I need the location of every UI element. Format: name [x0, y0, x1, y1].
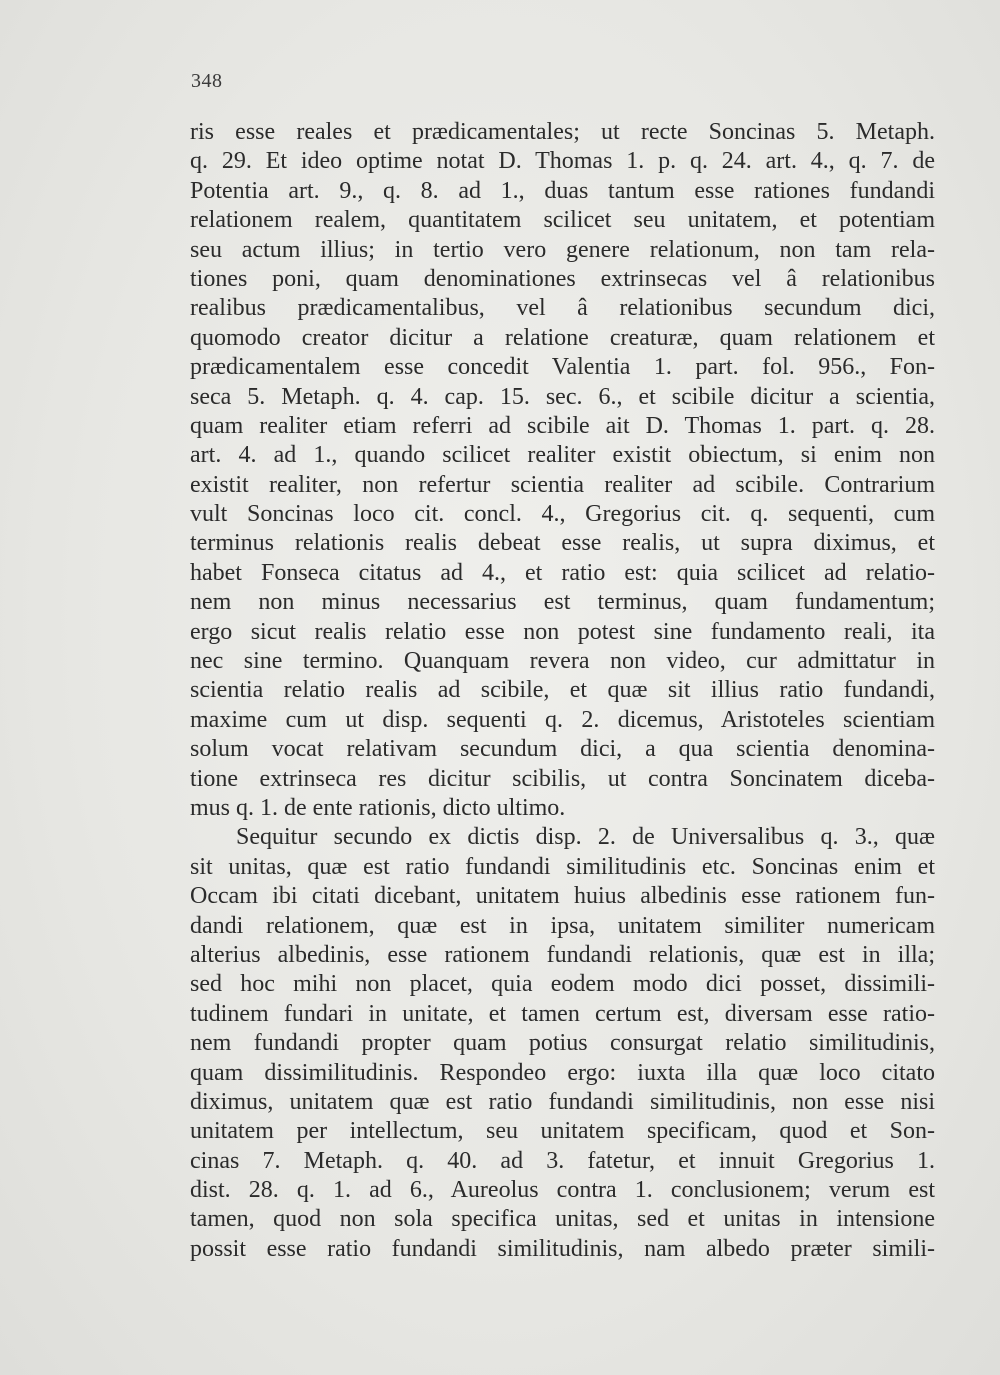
text-line: terminus relationis realis debeat esse realis, ut supra diximus, et — [190, 530, 935, 557]
text-line: art. 4. ad 1., quando scilicet realiter existit obiectum, si enim non — [190, 442, 935, 469]
text-line: quam realiter etiam referri ad scibile ait D. Thomas 1. part. q. 28. — [190, 412, 935, 439]
text-line: habet Fonseca citatus ad 4., et ratio est: quia scilicet ad relatio- — [190, 559, 935, 586]
text-line: sed hoc mihi non placet, quia eodem modo dici posset, dissimili- — [190, 971, 935, 998]
text-line: q. 29. Et ideo optime notat D. Thomas 1. p. q. 24. art. 4., q. 7. de — [190, 148, 935, 175]
text-line: cinas 7. Metaph. q. 40. ad 3. fatetur, et innuit Gregorius 1. — [190, 1147, 935, 1174]
text-line: seu actum illius; in tertio vero genere relationum, non tam rela- — [190, 236, 935, 263]
text-line: sit unitas, quæ est ratio fundandi similitudinis etc. Soncinas enim et — [190, 853, 935, 880]
text-line: realibus prædicamentalibus, vel â relationibus secundum dici, — [190, 295, 935, 322]
text-line: quomodo creator dicitur a relatione creaturæ, quam relationem et — [190, 324, 935, 351]
text-line: nec sine termino. Quanquam revera non video, cur admittatur in — [190, 648, 935, 675]
text-line: alterius albedinis, esse rationem fundandi relationis, quæ est in illa; — [190, 941, 935, 968]
text-line: nem fundandi propter quam potius consurgat relatio similitudinis, — [190, 1030, 935, 1057]
text-line: ergo sicut realis relatio esse non potest sine fundamento reali, ita — [190, 618, 935, 645]
text-line: quam dissimilitudinis. Respondeo ergo: iuxta illa quæ loco citato — [190, 1059, 935, 1086]
text-line: unitatem per intellectum, seu unitatem specificam, quod et Son- — [190, 1118, 935, 1145]
text-line: tamen, quod non sola specifica unitas, sed et unitas in intensione — [190, 1206, 935, 1233]
text-line: dist. 28. q. 1. ad 6., Aureolus contra 1. conclusionem; verum est — [190, 1177, 935, 1204]
text-line: tione extrinseca res dicitur scibilis, ut contra Soncinatem diceba- — [190, 765, 935, 792]
text-line: Occam ibi citati dicebant, unitatem huius albedinis esse rationem fun- — [190, 883, 935, 910]
text-line: prædicamentalem esse concedit Valentia 1. part. fol. 956., Fon- — [190, 354, 935, 381]
page-number: 348 — [191, 70, 223, 92]
text-line: nem non minus necessarius est terminus, quam fundamentum; — [190, 589, 935, 616]
body-text — [190, 118, 935, 1264]
text-line: Potentia art. 9., q. 8. ad 1., duas tantum esse rationes fundandi — [190, 177, 935, 204]
text-line: dandi relationem, quæ est in ipsa, unitatem similiter numericam — [190, 912, 935, 939]
text-line: existit realiter, non refertur scientia realiter ad scibile. Contrarium — [190, 471, 935, 498]
text-line: possit esse ratio fundandi similitudinis, nam albedo præter simili- — [190, 1235, 935, 1262]
text-line: seca 5. Metaph. q. 4. cap. 15. sec. 6., et scibile dicitur a scientia, — [190, 383, 935, 410]
text-line: diximus, unitatem quæ est ratio fundandi similitudinis, non esse nisi — [190, 1088, 935, 1115]
text-line: maxime cum ut disp. sequenti q. 2. dicemus, Aristoteles scientiam — [190, 706, 935, 733]
text-line: ris esse reales et prædicamentales; ut recte Soncinas 5. Metaph. — [190, 119, 935, 145]
text-line: vult Soncinas loco cit. concl. 4., Gregorius cit. q. sequenti, cum — [190, 501, 935, 528]
text-line: scientia relatio realis ad scibile, et quæ sit illius ratio fundandi, — [190, 677, 935, 704]
text-line: tiones poni, quam denominationes extrinsecas vel â relationibus — [190, 265, 935, 292]
paragraph-end-line: mus q. 1. de ente rationis, dicto ultimo. — [190, 794, 566, 821]
paragraph-start-line: Sequitur secundo ex dictis disp. 2. de Universalibus q. 3., quæ — [236, 824, 935, 851]
text-line: tudinem fundari in unitate, et tamen certum est, diversam esse ratio- — [190, 1000, 935, 1027]
text-line: solum vocat relativam secundum dici, a qua scientia denomina- — [190, 736, 935, 763]
text-line: relationem realem, quantitatem scilicet seu unitatem, et potentiam — [190, 207, 935, 234]
